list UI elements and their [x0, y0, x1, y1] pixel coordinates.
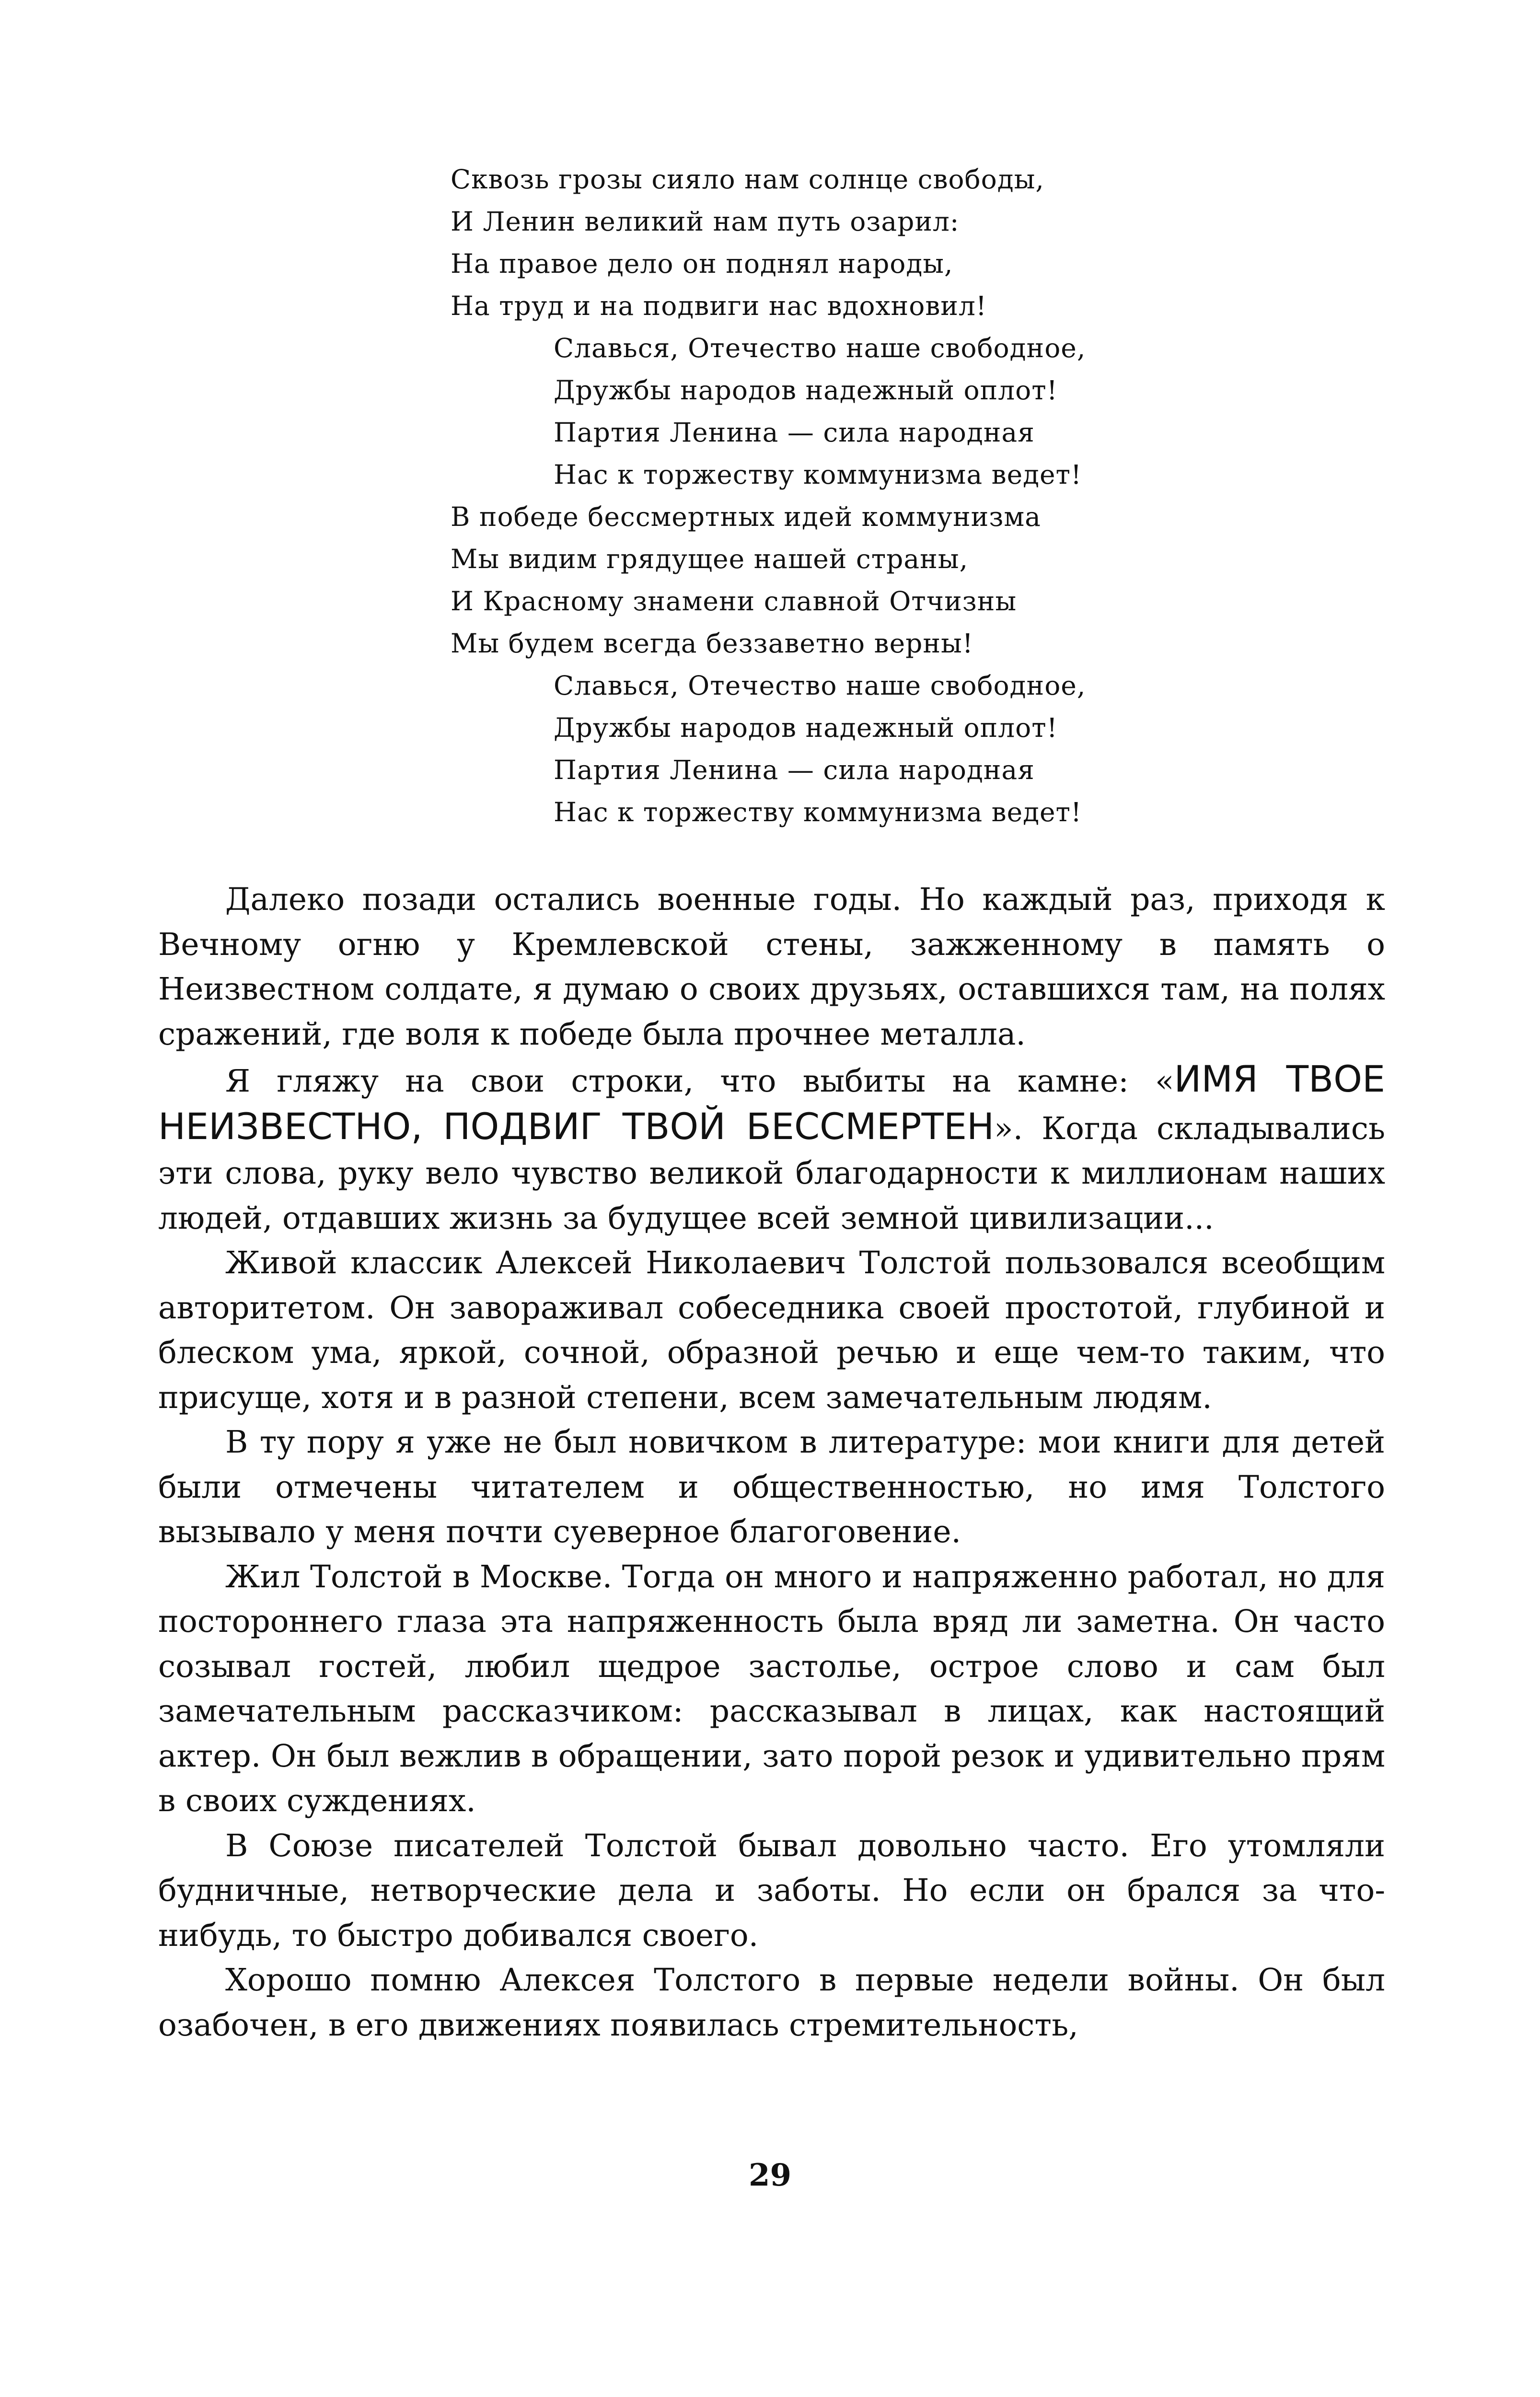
refrain-line: Партия Ленина — сила народная [554, 755, 1035, 785]
verse-line: На труд и на подвиги нас вдохновил! [451, 291, 987, 321]
refrain-line: Дружбы народов надежный оплот! [554, 375, 1058, 406]
refrain-line: Славься, Отечество наше свободное, [554, 670, 1086, 701]
paragraph: В ту пору я уже не был новичком в литературе: мои книги для детей были отмечены читателем и общественностью, но имя Толстого вызывало у меня почти суеверное благоговение. [158, 1424, 1385, 1550]
verse-line: Мы будем всегда беззаветно верны! [451, 628, 973, 659]
refrain-line: Нас к торжеству коммунизма ведет! [554, 797, 1082, 827]
paragraph: Далеко позади остались военные годы. Но каждый раз, приходя к Вечному огню у Кремлевской стены, зажженному в память о Неизвестном солдате, я думаю о своих друзьях, оставшихся там, на полях сражений, где воля к победе была прочнее металла. [158, 882, 1385, 1052]
verse-line: И Ленин великий нам путь озарил: [451, 206, 960, 237]
refrain-line: Нас к торжеству коммунизма ведет! [554, 459, 1082, 490]
paragraph: Живой классик Алексей Николаевич Толстой пользовался всеобщим авторитетом. Он завораживал собеседника своей простотой, глубиной и блеском ума, яркой, сочной, образной речью и еще чем-то таким, что присуще, хотя и в разной степени, всем замечательным людям. [158, 1245, 1385, 1416]
verse-line: Мы видим грядущее нашей страны, [451, 544, 969, 574]
paragraph [158, 1057, 1385, 1241]
paragraph-text: Я гляжу на свои строки, что выбиты на камне: « [225, 1063, 1174, 1099]
paragraph: Хорошо помню Алексея Толстого в первые недели войны. Он был озабочен, в его движениях появилась стремительность, [158, 1962, 1385, 2043]
epitaph-caps: ИМЯ ТВОЕ НЕИЗВЕСТНО, ПОДВИГ ТВОЙ БЕССМЕРТЕН [158, 1058, 1385, 1148]
refrain-line: Славься, Отечество наше свободное, [554, 333, 1086, 363]
paragraph-text: ». Когда складывались эти слова, руку вело чувство великой благодарности к миллионам наших людей, отдавших жизнь за будущее всей земной цивилизации... [158, 1110, 1385, 1236]
refrain-line: Партия Ленина — сила народная [554, 417, 1035, 448]
verse-line: Сквозь грозы сияло нам солнце свободы, [451, 164, 1044, 195]
refrain-line: Дружбы народов надежный оплот! [554, 712, 1058, 743]
paragraph: В Союзе писателей Толстой бывал довольно часто. Его утомляли будничные, нетворческие дела и заботы. Но если он брался за что-нибудь, то быстро добивался своего. [158, 1827, 1385, 1954]
paragraph: Жил Толстой в Москве. Тогда он много и напряженно работал, но для постороннего глаза эта напряженность была вряд ли заметна. Он часто созывал гостей, любил щедрое застолье, острое слово и сам был замечательным рассказчиком: рассказывал в лицах, как настоящий актер. Он был вежлив в обращении, зато порой резок и удивительно прям в своих суждениях. [158, 1559, 1385, 1819]
verse-line: На правое дело он поднял народы, [451, 248, 953, 279]
prose-body [158, 877, 1385, 2048]
verse-line: В победе бессмертных идей коммунизма [451, 501, 1041, 532]
page-number: 29 [748, 2157, 792, 2193]
verse-line: И Красному знамени славной Отчизны [451, 586, 1017, 617]
anthem-verse [451, 158, 1361, 833]
